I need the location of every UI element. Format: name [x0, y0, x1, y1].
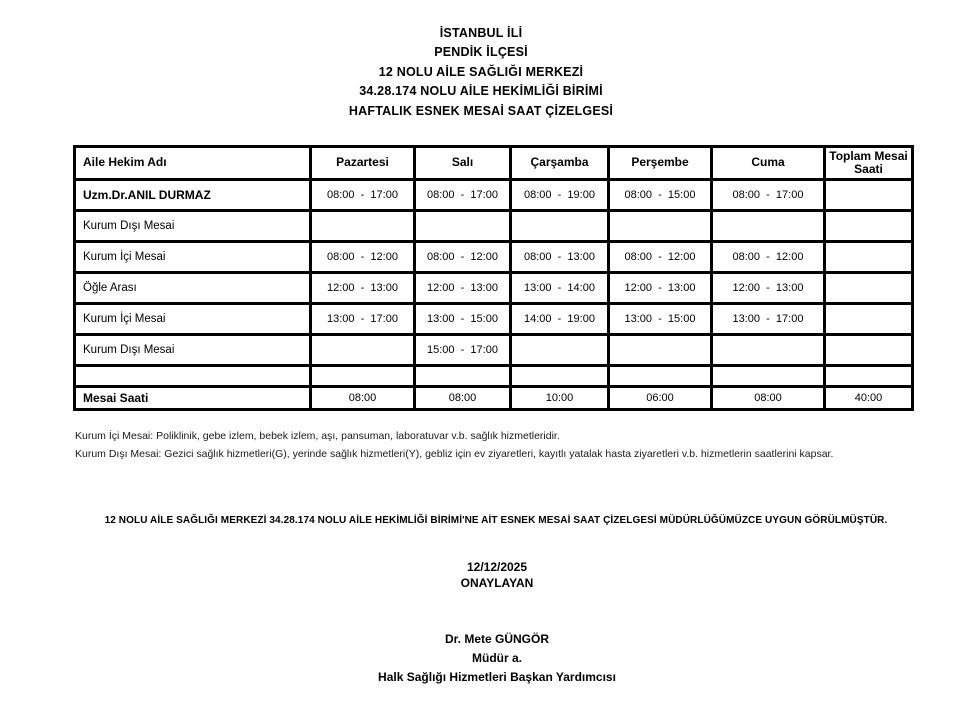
table-header-row: [75, 147, 913, 180]
schedule-cell: 08:00 - 17:00: [311, 180, 415, 211]
schedule-cell: 08:00 - 17:00: [712, 180, 825, 211]
row-kurum-ici-mesai-2: [75, 304, 913, 335]
schedule-cell-total: [825, 273, 913, 304]
total-cell-monday: 08:00: [311, 387, 415, 410]
approval-date: 12/12/2025: [466, 560, 528, 574]
schedule-cell: [311, 335, 415, 366]
column-header-thursday: Perşembe: [609, 147, 712, 180]
column-header-tuesday: Salı: [415, 147, 511, 180]
row-ogle-arasi: [75, 273, 913, 304]
footnote-kurum-disi-mesai: Kurum Dışı Mesai: Gezici sağlık hizmetleri(G), yerinde sağlık hizmetleri(Y), gebliz için ev ziyaretleri, kayıtlı yatalak hasta ziyaretleri v.b. hizmetlerin saatlerini kapsar.: [75, 448, 834, 460]
schedule-cell: 12:00 - 13:00: [609, 273, 712, 304]
schedule-cell: 14:00 - 19:00: [511, 304, 609, 335]
schedule-cell: 12:00 - 13:00: [415, 273, 511, 304]
document-title-block: [0, 24, 962, 121]
row-label: Mesai Saati: [75, 387, 311, 410]
row-label: Kurum İçi Mesai: [75, 242, 311, 273]
schedule-cell: 12:00 - 13:00: [311, 273, 415, 304]
column-header-total-hours: Toplam Mesai Saati: [825, 147, 913, 180]
schedule-cell-total: [825, 335, 913, 366]
footnotes-block: [75, 427, 932, 463]
row-kurum-disi-mesai-2: [75, 335, 913, 366]
schedule-cell: 08:00 - 13:00: [511, 242, 609, 273]
schedule-cell: 13:00 - 17:00: [712, 304, 825, 335]
row-empty: [75, 366, 913, 387]
schedule-cell: [712, 211, 825, 242]
title-line-unit: 34.28.174 NOLU AİLE HEKİMLİĞİ BİRİMİ: [359, 84, 603, 99]
title-line-health-center: 12 NOLU AİLE SAĞLIĞI MERKEZİ: [378, 64, 584, 79]
schedule-cell: [415, 211, 511, 242]
row-label: Öğle Arası: [75, 273, 311, 304]
column-header-friday: Cuma: [712, 147, 825, 180]
schedule-cell-total: [825, 242, 913, 273]
row-label: Kurum Dışı Mesai: [75, 335, 311, 366]
signer-role: Müdür a.: [472, 650, 522, 665]
schedule-cell: [511, 335, 609, 366]
schedule-cell: [511, 366, 609, 387]
schedule-cell: 08:00 - 12:00: [609, 242, 712, 273]
schedule-cell: 08:00 - 12:00: [712, 242, 825, 273]
column-header-doctor-name: Aile Hekim Adı: [75, 147, 311, 180]
schedule-cell: [511, 211, 609, 242]
schedule-cell: 15:00 - 17:00: [415, 335, 511, 366]
column-header-monday: Pazartesi: [311, 147, 415, 180]
schedule-cell-total: [825, 304, 913, 335]
schedule-cell: [609, 211, 712, 242]
schedule-cell: 13:00 - 15:00: [415, 304, 511, 335]
signature-block: [32, 630, 962, 686]
signer-name: Dr. Mete GÜNGÖR: [444, 632, 549, 646]
schedule-cell-total: [825, 211, 913, 242]
schedule-cell: [311, 211, 415, 242]
row-kurum-ici-mesai-1: [75, 242, 913, 273]
row-label: Kurum Dışı Mesai: [75, 211, 311, 242]
total-cell-wednesday: 10:00: [511, 387, 609, 410]
schedule-cell: [712, 366, 825, 387]
schedule-cell: 08:00 - 19:00: [511, 180, 609, 211]
total-cell-thursday: 06:00: [609, 387, 712, 410]
title-line-schedule-name: HAFTALIK ESNEK MESAİ SAAT ÇİZELGESİ: [348, 103, 614, 118]
row-label: Uzm.Dr.ANIL DURMAZ: [75, 180, 311, 211]
schedule-cell: 13:00 - 14:00: [511, 273, 609, 304]
schedule-cell: 08:00 - 12:00: [415, 242, 511, 273]
total-cell-tuesday: 08:00: [415, 387, 511, 410]
schedule-cell: [415, 366, 511, 387]
approval-date-block: [32, 560, 962, 591]
column-header-wednesday: Çarşamba: [511, 147, 609, 180]
schedule-cell: [311, 366, 415, 387]
total-cell-friday: 08:00: [712, 387, 825, 410]
schedule-table: [73, 145, 914, 411]
row-kurum-disi-mesai-1: [75, 211, 913, 242]
row-label: Kurum İçi Mesai: [75, 304, 311, 335]
schedule-cell: [712, 335, 825, 366]
schedule-cell: 08:00 - 17:00: [415, 180, 511, 211]
schedule-cell: 13:00 - 15:00: [609, 304, 712, 335]
approval-statement: 12 NOLU AİLE SAĞLIĞI MERKEZİ 34.28.174 NOLU AİLE HEKİMLİĞİ BİRİMİ'NE AİT ESNEK MESAİ SAAT ÇİZELGESİ MÜDÜRLÜĞÜMÜZCE UYGUN GÖRÜLMÜŞTÜR.: [104, 515, 888, 526]
approver-label: ONAYLAYAN: [460, 575, 534, 590]
row-label: [75, 366, 311, 387]
row-total-hours: [75, 387, 913, 410]
schedule-cell-total: [825, 366, 913, 387]
footnote-kurum-ici-mesai: Kurum İçi Mesai: Poliklinik, gebe izlem, bebek izlem, aşı, pansuman, laboratuvar v.b. sağlık hizmetleridir.: [75, 430, 560, 442]
signer-title: Halk Sağlığı Hizmetleri Başkan Yardımcısı: [378, 669, 616, 684]
schedule-cell: 13:00 - 17:00: [311, 304, 415, 335]
schedule-cell-total: [825, 180, 913, 211]
schedule-cell: 12:00 - 13:00: [712, 273, 825, 304]
title-line-province: İSTANBUL İLİ: [439, 26, 523, 40]
schedule-cell: 08:00 - 15:00: [609, 180, 712, 211]
title-line-district: PENDİK İLÇESİ: [434, 45, 528, 60]
schedule-cell: [609, 335, 712, 366]
schedule-cell: 08:00 - 12:00: [311, 242, 415, 273]
row-doctor-name: [75, 180, 913, 211]
total-cell-week: 40:00: [825, 387, 913, 410]
schedule-cell: [609, 366, 712, 387]
